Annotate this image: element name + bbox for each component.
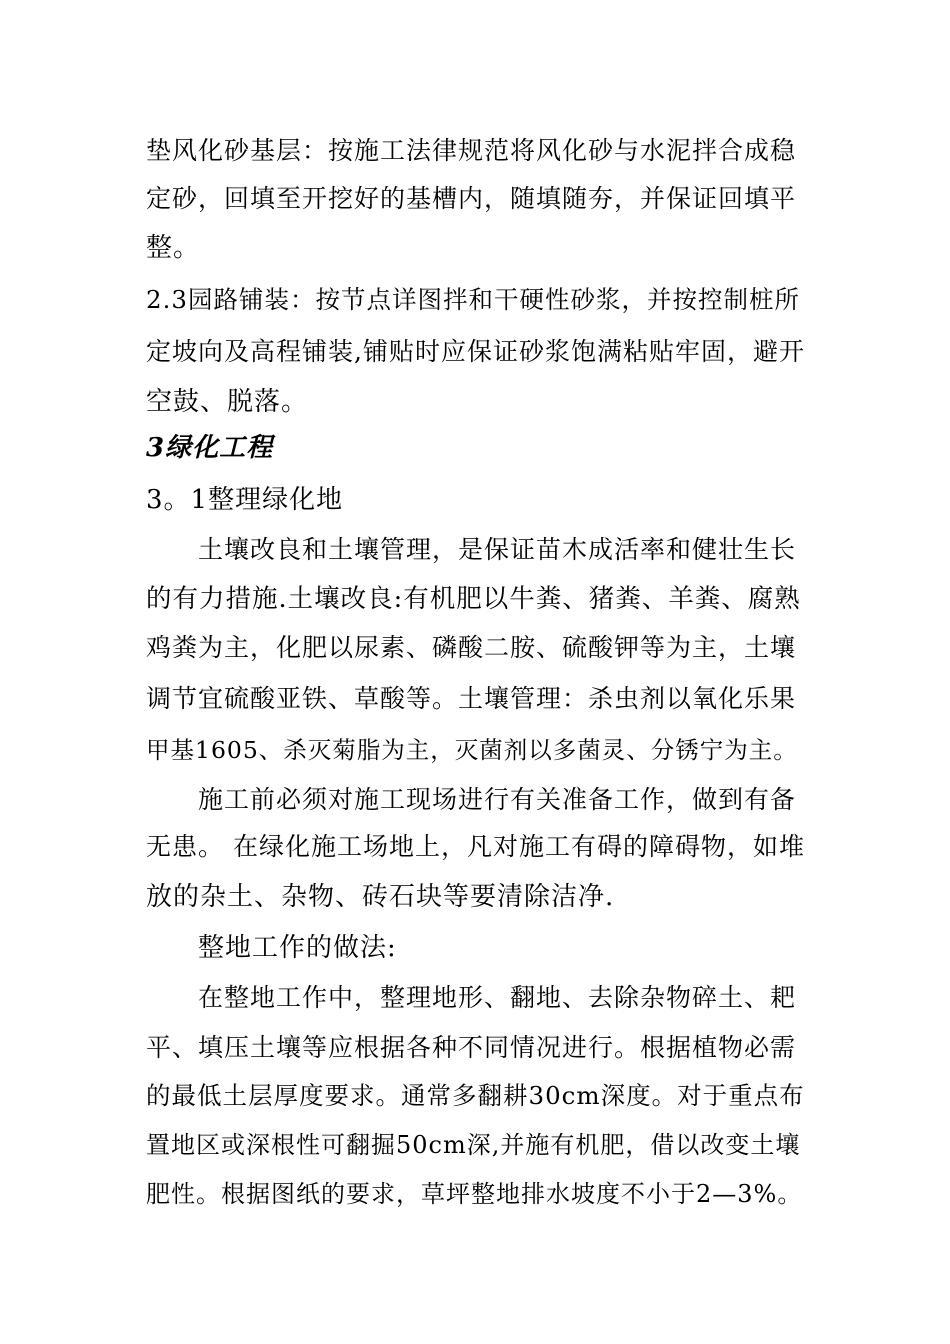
text-line: 空鼓、脱落。: [146, 387, 309, 417]
text-line: 的有力措施.土壤改良:有机肥以牛粪、猪粪、羊粪、腐熟: [146, 584, 801, 614]
text-line: 施工前必须对施工现场进行有关准备工作，做到有备: [198, 785, 797, 814]
text-line: 2.3园路铺装：按节点详图拌和干硬性砂浆，并按控制桩所: [146, 285, 800, 314]
text-line: 置地区或深根性可翻掘50cm深,并施有机肥，借以改变土壤: [146, 1131, 801, 1159]
text-line: 整地工作的做法:: [198, 933, 397, 963]
text-line: 平、填压土壤等应根据各种不同情况进行。根据植物必需: [146, 1033, 797, 1062]
text-line: 垫风化砂基层：按施工法律规范将风化砂与水泥拌合成稳: [146, 136, 797, 165]
text-line: 整。: [146, 233, 201, 263]
text-line: 甲基1605、杀灭菊脂为主，灭菌剂以多菌灵、分锈宁为主。: [146, 736, 798, 764]
text-line: 定砂，回填至开挖好的基槽内，随填随夯，并保证回填平: [146, 184, 797, 213]
section-heading: 3绿化工程: [146, 433, 274, 463]
text-line: 肥性。根据图纸的要求，草坪整地排水坡度不小于2—3%。: [146, 1180, 803, 1208]
text-line: 放的杂土、杂物、砖石块等要清除洁净.: [146, 882, 615, 912]
subsection-heading: 3。1整理绿化地: [146, 485, 344, 515]
text-line: 在整地工作中，整理地形、翻地、去除杂物碎土、耙: [198, 983, 797, 1012]
text-line: 定坡向及高程铺装,铺贴时应保证砂浆饱满粘贴牢固，避开: [146, 337, 805, 366]
text-line: 调节宜硫酸亚铁、草酸等。土壤管理：杀虫剂以氧化乐果: [146, 684, 797, 713]
text-line: 无患。 在绿化施工场地上，凡对施工有碍的障碍物，如堆: [146, 832, 805, 861]
text-line: 的最低土层厚度要求。通常多翻耕30cm深度。对于重点布: [146, 1081, 805, 1110]
text-line: 鸡粪为主，化肥以尿素、磷酸二胺、硫酸钾等为主，土壤: [146, 633, 797, 662]
text-line: 土壤改良和土壤管理，是保证苗木成活率和健壮生长: [198, 535, 797, 564]
